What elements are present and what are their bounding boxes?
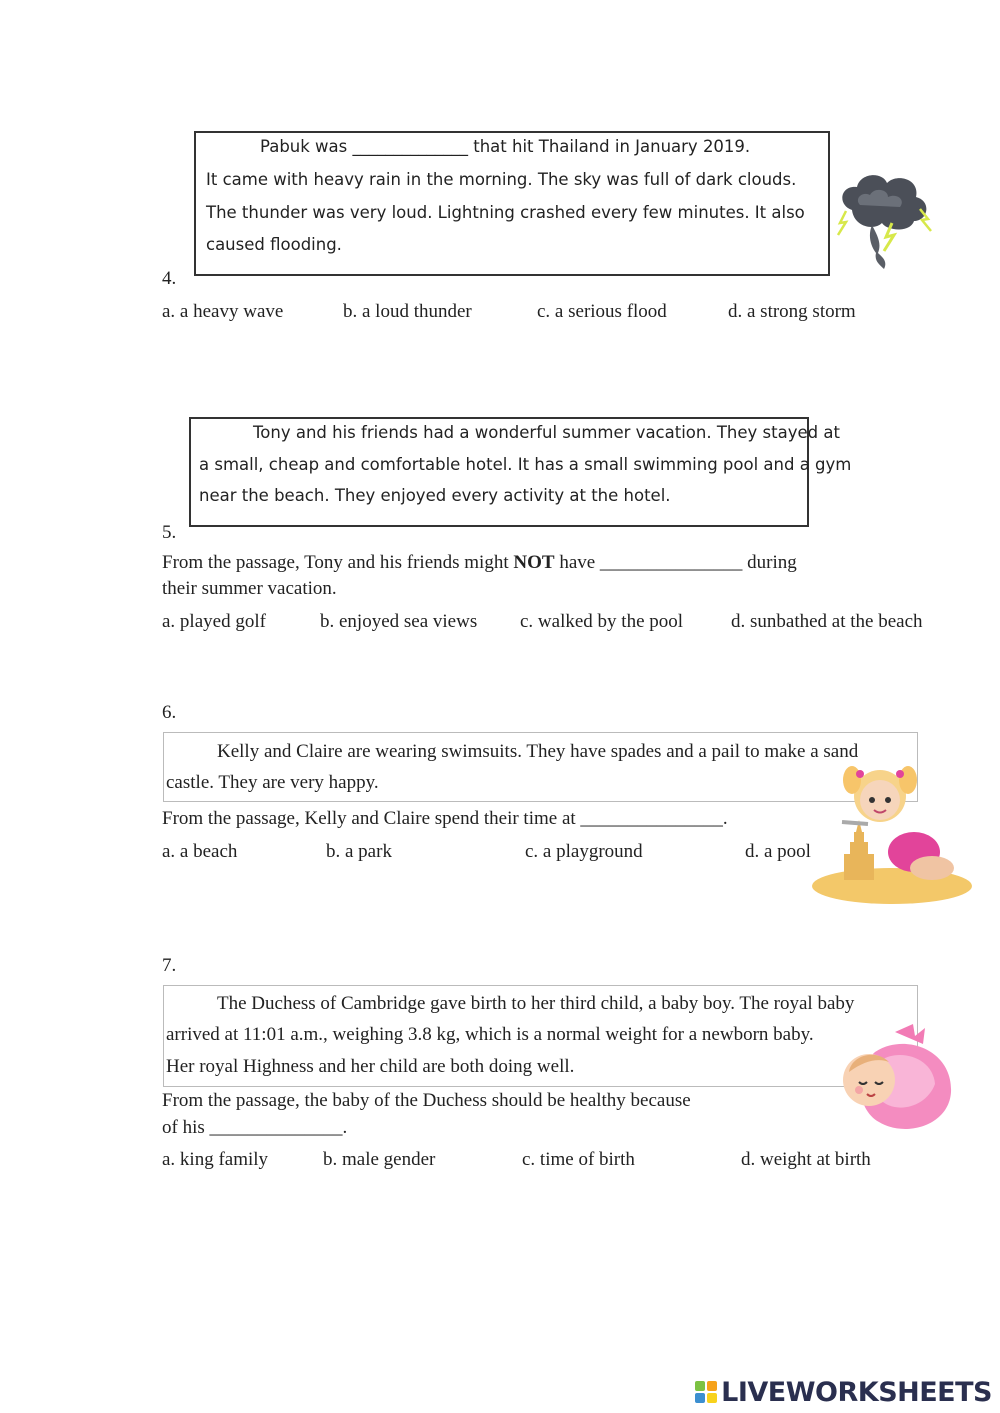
q6-passage-line: castle. They are very happy. (166, 772, 379, 793)
q4-option-b[interactable]: b. a loud thunder (343, 301, 472, 322)
q7-option-d[interactable]: d. weight at birth (741, 1149, 871, 1170)
q5-passage-line: near the beach. They enjoyed every activity at the hotel. (199, 486, 671, 505)
q4-passage-box (194, 131, 830, 276)
q5-option-a[interactable]: a. played golf (162, 611, 266, 632)
q7-option-a[interactable]: a. king family (162, 1149, 269, 1170)
q5-option-d[interactable]: d. sunbathed at the beach (731, 611, 923, 632)
q4-passage-line: Pabuk was ______________ that hit Thailand in January 2019. (260, 137, 751, 156)
q7-option-c[interactable]: c. time of birth (522, 1149, 635, 1170)
q6-option-c[interactable]: c. a playground (525, 841, 643, 862)
q5-passage-line: a small, cheap and comfortable hotel. It has a small swimming pool and a gym (199, 455, 852, 474)
q4-option-a[interactable]: a. a heavy wave (162, 301, 284, 322)
q5-option-c[interactable]: c. walked by the pool (520, 611, 684, 632)
q7-passage-line: arrived at 11:01 a.m., weighing 3.8 kg, which is a normal weight for a newborn baby. (166, 1024, 814, 1045)
q7-option-b[interactable]: b. male gender (323, 1149, 436, 1170)
q7-question: From the passage, the baby of the Duchess should be healthy because (162, 1090, 691, 1111)
q6-passage-line: Kelly and Claire are wearing swimsuits. They have spades and a pail to make a sand (217, 741, 859, 762)
q4-number: 4. (162, 268, 177, 289)
q4-option-d[interactable]: d. a strong storm (728, 301, 856, 322)
storm-cloud-icon (832, 165, 936, 273)
q5-question-text: From the passage, Tony and his friends might (162, 552, 514, 573)
q4-passage-line: caused flooding. (206, 235, 342, 254)
q7-number: 7. (162, 955, 177, 976)
q5-question-emphasis: NOT (513, 552, 555, 573)
q7-passage-line: Her royal Highness and her child are both doing well. (166, 1056, 575, 1077)
logo-text: LIVEWORKSHEETS (721, 1376, 992, 1408)
q5-passage-box (189, 417, 852, 527)
q5-question (162, 550, 797, 576)
q5-question-text: have _______________ during (554, 552, 797, 573)
q6-option-b[interactable]: b. a park (326, 841, 392, 862)
q4-option-c[interactable]: c. a serious flood (537, 301, 667, 322)
q4-passage-line: The thunder was very loud. Lightning crashed every few minutes. It also (206, 203, 805, 222)
q6-option-a[interactable]: a. a beach (162, 841, 238, 862)
q5-question-line2: their summer vacation. (162, 578, 337, 599)
girl-sandcastle-icon (808, 758, 972, 904)
liveworksheets-logo (695, 1375, 992, 1409)
q6-number: 6. (162, 702, 177, 723)
q5-number: 5. (162, 522, 177, 543)
q5-option-b[interactable]: b. enjoyed sea views (320, 611, 478, 632)
q7-passage-line: The Duchess of Cambridge gave birth to her third child, a baby boy. The royal baby (217, 993, 855, 1014)
q4-passage-line: It came with heavy rain in the morning. The sky was full of dark clouds. (206, 170, 797, 189)
baby-bundle-icon (835, 1022, 959, 1140)
logo-mark-icon (695, 1381, 717, 1403)
q7-question-line2: of his ______________. (162, 1117, 348, 1138)
q6-option-d[interactable]: d. a pool (745, 841, 811, 862)
q5-passage-line: Tony and his friends had a wonderful summer vacation. They stayed at (253, 423, 840, 442)
q6-question: From the passage, Kelly and Claire spend their time at _______________. (162, 808, 728, 829)
